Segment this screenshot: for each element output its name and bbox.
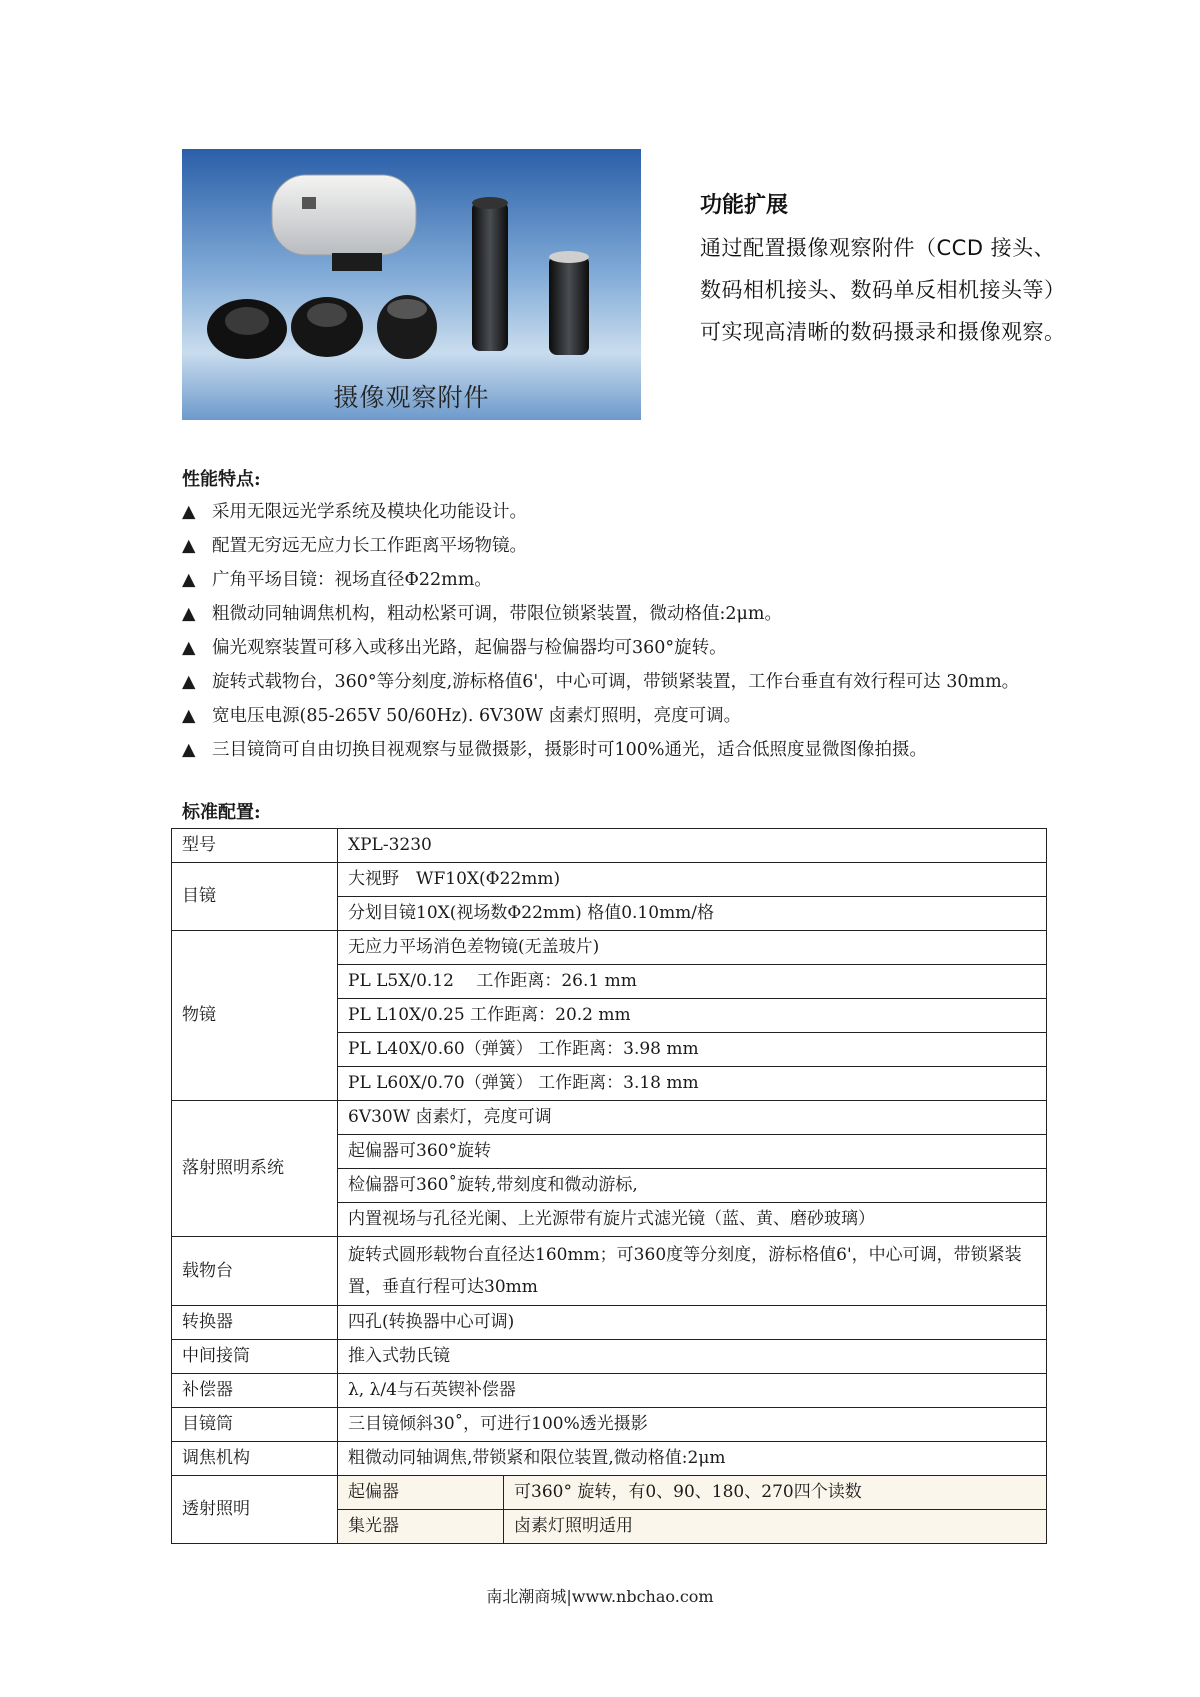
spec-table [171, 828, 1047, 1544]
performance-section [182, 465, 1042, 767]
table-row [172, 1101, 1047, 1135]
triangle-icon: ▲ [182, 740, 196, 760]
sub-label: 集光器 [338, 1510, 504, 1544]
row-value: 卤素灯照明适用 [504, 1510, 1047, 1544]
sub-label: 起偏器 [338, 1476, 504, 1510]
feature-title: 功能扩展 [700, 193, 789, 218]
bullet-text: 粗微动同轴调焦机构，粗动松紧可调，带限位锁紧装置，微动格值:2μm。 [212, 604, 782, 624]
table-row [172, 1374, 1047, 1408]
row-label: 落射照明系统 [172, 1101, 338, 1237]
triangle-icon: ▲ [182, 502, 196, 522]
row-value: PL L40X/0.60（弹簧） 工作距离：3.98 mm [338, 1033, 1047, 1067]
feature-line: 通过配置摄像观察附件（CCD 接头、 [700, 236, 1056, 260]
feature-line: 可实现高清晰的数码摄录和摄像观察。 [700, 320, 1066, 344]
row-value: 大视野 WF10X(Φ22mm) [338, 863, 1047, 897]
row-value: 粗微动同轴调焦,带锁紧和限位装置,微动格值:2μm [338, 1442, 1047, 1476]
feature-bullet [182, 665, 1042, 699]
row-value: 三目镜倾斜30˚，可进行100%透光摄影 [338, 1408, 1047, 1442]
row-value: 起偏器可360°旋转 [338, 1135, 1047, 1169]
table-row [172, 1306, 1047, 1340]
triangle-icon: ▲ [182, 638, 196, 658]
row-label: 透射照明 [172, 1476, 338, 1544]
bullet-text: 采用无限远光学系统及模块化功能设计。 [212, 502, 527, 522]
table-row [172, 1442, 1047, 1476]
row-value: 分划目镜10X(视场数Φ22mm) 格值0.10mm/格 [338, 897, 1047, 931]
row-label: 载物台 [172, 1237, 338, 1306]
row-label: 调焦机构 [172, 1442, 338, 1476]
table-row [172, 1408, 1047, 1442]
triangle-icon: ▲ [182, 672, 196, 692]
bullet-text: 三目镜筒可自由切换目视观察与显微摄影，摄影时可100%通光，适合低照度显微图像拍摄。 [212, 740, 928, 760]
feature-line: 数码相机接头、数码单反相机接头等） [700, 278, 1066, 302]
row-label: 物镜 [172, 931, 338, 1101]
table-row [172, 931, 1047, 965]
bullet-text: 配置无穷远无应力长工作距离平场物镜。 [212, 536, 527, 556]
table-row [172, 829, 1047, 863]
bullet-text: 宽电压电源(85-265V 50/60Hz). 6V30W 卤素灯照明，亮度可调。 [212, 706, 742, 726]
row-value: 旋转式圆形载物台直径达160mm；可360度等分刻度，游标格值6'，中心可调，带锁紧装置，垂直行程可达30mm [338, 1237, 1047, 1306]
row-value: PL L60X/0.70（弹簧） 工作距离：3.18 mm [338, 1067, 1047, 1101]
triangle-icon: ▲ [182, 604, 196, 624]
triangle-icon: ▲ [182, 536, 196, 556]
row-label: 目镜筒 [172, 1408, 338, 1442]
bullet-text: 广角平场目镜：视场直径Φ22mm。 [212, 570, 492, 590]
row-value: λ, λ/4与石英锲补偿器 [338, 1374, 1047, 1408]
bullet-text: 偏光观察装置可移入或移出光路，起偏器与检偏器均可360°旋转。 [212, 638, 727, 658]
footer: 南北潮商城|www.nbchao.com [486, 1587, 714, 1606]
row-value: PL L5X/0.12 工作距离：26.1 mm [338, 965, 1047, 999]
spec-heading: 标准配置: [182, 802, 261, 823]
performance-heading: 性能特点: [182, 469, 261, 490]
row-value: 6V30W 卤素灯，亮度可调 [338, 1101, 1047, 1135]
feature-bullet [182, 597, 1042, 631]
table-row [172, 1476, 1047, 1510]
row-label: 中间接筒 [172, 1340, 338, 1374]
row-value: 可360° 旋转，有0、90、180、270四个读数 [504, 1476, 1047, 1510]
product-photo [182, 149, 641, 420]
row-label: 转换器 [172, 1306, 338, 1340]
feature-bullet [182, 631, 1042, 665]
row-value: 四孔(转换器中心可调) [338, 1306, 1047, 1340]
row-value: 推入式勃氏镜 [338, 1340, 1047, 1374]
triangle-icon: ▲ [182, 706, 196, 726]
feature-bullet [182, 733, 1042, 767]
row-value: 内置视场与孔径光阑、上光源带有旋片式滤光镜（蓝、黄、磨砂玻璃） [338, 1203, 1047, 1237]
table-row [172, 863, 1047, 897]
row-value: XPL-3230 [338, 829, 1047, 863]
row-value: 检偏器可360˚旋转,带刻度和微动游标, [338, 1169, 1047, 1203]
feature-bullet [182, 563, 1042, 597]
feature-bullet [182, 529, 1042, 563]
row-value: PL L10X/0.25 工作距离：20.2 mm [338, 999, 1047, 1033]
row-label: 目镜 [172, 863, 338, 931]
bullet-text: 旋转式载物台，360°等分刻度,游标格值6'，中心可调，带锁紧装置，工作台垂直有效行程可达 30mm。 [212, 672, 1020, 692]
triangle-icon: ▲ [182, 570, 196, 590]
row-value: 无应力平场消色差物镜(无盖玻片) [338, 931, 1047, 965]
feature-extension [700, 188, 1140, 353]
photo-caption: 摄像观察附件 [333, 383, 490, 412]
table-row [172, 1237, 1047, 1306]
row-label: 补偿器 [172, 1374, 338, 1408]
table-row [172, 1340, 1047, 1374]
feature-bullet [182, 699, 1042, 733]
row-label: 型号 [172, 829, 338, 863]
feature-bullet [182, 495, 1042, 529]
